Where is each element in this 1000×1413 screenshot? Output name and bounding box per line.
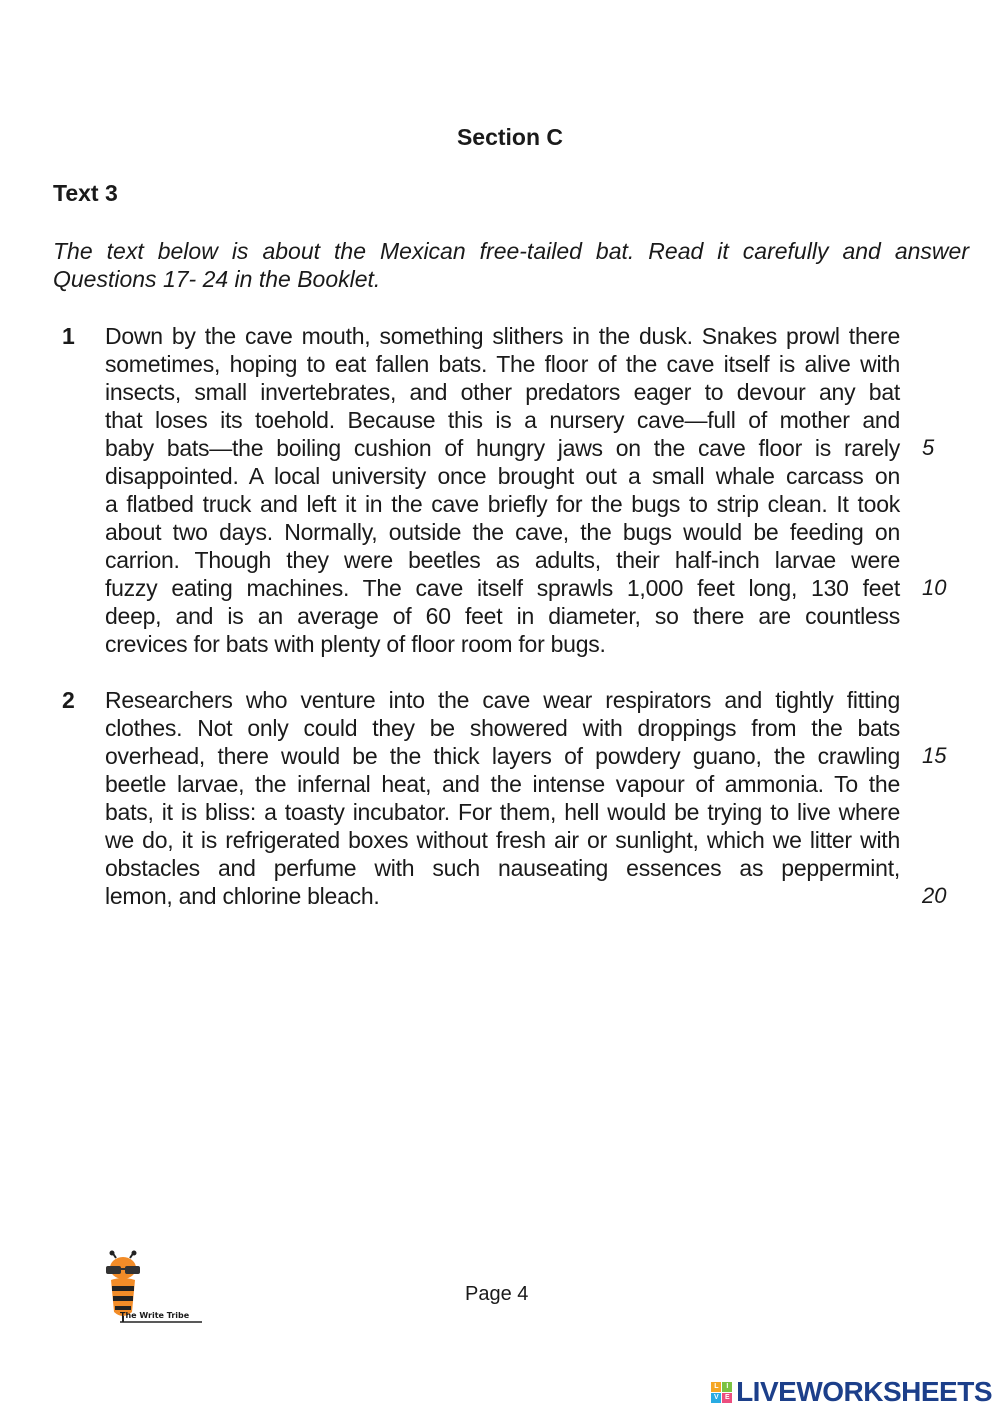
text-line: deep, and is an average of 60 feet in diameter, so there are countless bbox=[105, 603, 900, 629]
text-line: bats, it is bliss: a toasty incubator. For them, hell would be trying to live where bbox=[105, 799, 900, 825]
brand-text: LIVEWORKSHEETS bbox=[736, 1376, 992, 1407]
text-line: obstacles and perfume with such nauseating essences as peppermint, bbox=[105, 855, 900, 881]
line-number-marker: 15 bbox=[922, 743, 947, 768]
text-line: that loses its toehold. Because this is a nursery cave—full of mother and bbox=[105, 407, 900, 433]
line-number-marker: 20 bbox=[922, 883, 947, 908]
line-number-marker: 10 bbox=[922, 575, 947, 600]
text-line: Down by the cave mouth, something slithers in the dusk. Snakes prowl there bbox=[105, 323, 900, 349]
text-line: Researchers who venture into the cave wear respirators and tightly fitting bbox=[105, 687, 900, 713]
liveworksheets-brand[interactable] bbox=[711, 1376, 992, 1408]
paragraph-1 bbox=[105, 322, 900, 658]
write-tribe-logo bbox=[96, 1250, 206, 1328]
text-line: overhead, there would be the thick layers of powdery guano, the crawling bbox=[105, 743, 900, 769]
text-line: disappointed. A local university once brought out a small whale carcass on bbox=[105, 463, 900, 489]
text-line: lemon, and chlorine bleach. bbox=[105, 883, 380, 909]
text-line: a flatbed truck and left it in the cave briefly for the bugs to strip clean. It took bbox=[105, 491, 900, 517]
text-line: beetle larvae, the infernal heat, and the intense vapour of ammonia. To the bbox=[105, 771, 900, 797]
text-line: sometimes, hoping to eat fallen bats. The floor of the cave itself is alive with bbox=[105, 351, 900, 377]
logo-caption: The Write Tribe bbox=[120, 1311, 190, 1320]
text-label: Text 3 bbox=[53, 180, 118, 206]
intro-instructions: The text below is about the Mexican free-tailed bat. Read it carefully and answer Questions 17- 24 in the Booklet. bbox=[53, 238, 969, 292]
page-number: Page 4 bbox=[465, 1283, 529, 1305]
paragraph-number: 1 bbox=[62, 323, 75, 349]
text-line: we do, it is refrigerated boxes without fresh air or sunlight, which we litter with bbox=[105, 827, 900, 853]
text-line: clothes. Not only could they be showered with droppings from the bats bbox=[105, 715, 900, 741]
text-line: carrion. Though they were beetles as adults, their half-inch larvae were bbox=[105, 547, 900, 573]
section-title: Section C bbox=[456, 124, 564, 150]
liveworksheets-logo-icon: L I V E bbox=[711, 1382, 732, 1403]
paragraph-2 bbox=[105, 686, 900, 910]
paragraph-number: 2 bbox=[62, 687, 75, 713]
text-line: fuzzy eating machines. The cave itself sprawls 1,000 feet long, 130 feet bbox=[105, 575, 900, 601]
text-line: about two days. Normally, outside the cave, the bugs would be feeding on bbox=[105, 519, 900, 545]
line-number-marker: 5 bbox=[922, 435, 935, 460]
text-line: insects, small invertebrates, and other predators eager to devour any bat bbox=[105, 379, 900, 405]
text-line: baby bats—the boiling cushion of hungry jaws on the cave floor is rarely bbox=[105, 435, 900, 461]
text-line: crevices for bats with plenty of floor room for bugs. bbox=[105, 631, 606, 657]
